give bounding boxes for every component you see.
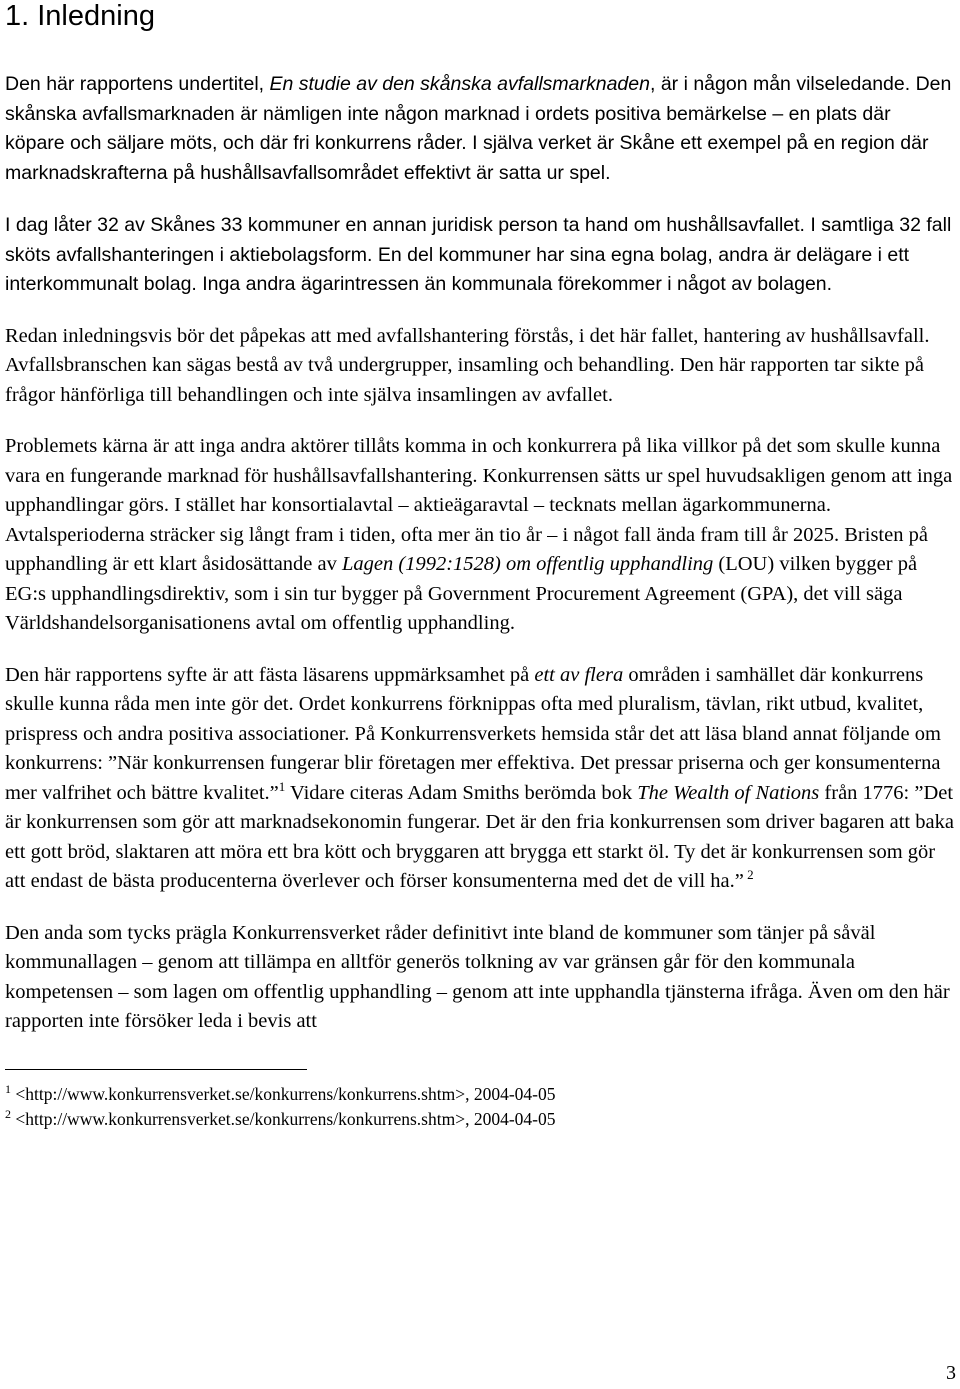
paragraph-purpose bbox=[5, 661, 955, 897]
law-title-emphasis: Lagen (1992:1528) om offentlig upphandling bbox=[342, 553, 714, 575]
text-run: områden i samhället där konkurrens skulle kunna råda men inte gör det. Ordet konkurrens förknippas ofta med pluralism, tävlan, rikt utbud, kvalitet, prispress och andra positiva associationer. På Konkurrensverkets hemsida står det att läsa bland annat följande om konkurrens: ”När konkurrensen fungerar blir företagen mer effektiva. Det pressar priserna och ger konsumenterna mer valfrihet och bättre kvalitet.” bbox=[5, 663, 941, 804]
footnote-number: 2 bbox=[5, 1106, 11, 1121]
text-run: Den här rapportens syfte är att fästa läsarens uppmärksamhet på bbox=[5, 663, 535, 686]
paragraph-municipalities: I dag låter 32 av Skånes 33 kommuner en annan juridisk person ta hand om hushållsavfallet. I samtliga 32 fall sköts avfallshanteringen i aktiebolagsform. En del kommuner har sina egna bolag, andra är delägare i ett interkommunalt bolag. Inga andra ägarintressen än kommunala förekommer i något av bolagen. bbox=[5, 214, 952, 295]
paragraph-spirit: Den anda som tycks prägla Konkurrensverket råder definitivt inte bland de kommuner som tänjer på såväl kommunallagen – genom att tillämpa en alltför generös tolkning av var gränsen går för den kommunala kompetensen – som lagen om offentlig upphandling – genom att inte upphandla tjänsterna ifråga. Även om den här rapporten inte försöker leda i bevis att bbox=[5, 921, 950, 1032]
footnote-ref-2[interactable]: 2 bbox=[743, 867, 754, 882]
chapter-heading: 1. Inledning bbox=[5, 0, 155, 32]
subtitle-emphasis: En studie av den skånska avfallsmarknaden bbox=[269, 73, 650, 95]
footnote-ref-1[interactable]: 1 bbox=[278, 778, 286, 794]
text-run: från 1776: ”Det är konkurrensen som gör att marknadsekonomin fungerar. Det är den fria konkurrensen som driver bagaren att baka ett gott bröd, slaktaren att möra ett bra kött och bryggaren att brygga ett starkt öl. Ty det är konkurrensen som gör att endast de bästa producenterna överlever och förser konsumenterna med det de vill ha.” bbox=[5, 781, 954, 892]
footnote-link[interactable]: <http://www.konkurrensverket.se/konkurrens/konkurrens.shtm>, 2004-04-05 bbox=[11, 1108, 556, 1129]
paragraph-intro bbox=[5, 70, 955, 188]
document-page bbox=[5, 0, 955, 1132]
text-run: , är i någon mån vilseledande. Den skånska avfallsmarknaden är nämligen inte någon marknad i ordets positiva bemärkelse – en plats där köpare och säljare möts, och där fri konkurrens råder. I själva verket är Skåne ett exempel på en region där marknadskrafterna på hushållsavfallsområdet effektivt är satta ur spel. bbox=[5, 73, 952, 184]
footnote-2 bbox=[5, 1107, 955, 1132]
page-number: 3 bbox=[946, 1362, 956, 1384]
emphasis-one-of-many: ett av flera bbox=[534, 663, 624, 686]
footnote-divider bbox=[5, 1069, 307, 1070]
book-title-emphasis: The Wealth of Nations bbox=[637, 781, 820, 804]
text-run: Problemets kärna är att inga andra aktörer tillåts komma in och konkurrera på lika villkor på det som skulle kunna vara en fungerande marknad för hushållsavfallshantering. Konkurrensen sätts ur spel huvudsakligen genom att inga upphandlingar görs. I stället har konsortialavtal – aktieägaravtal – tecknats mellan ägarkommunerna. Avtalsperioderna sträcker sig långt fram i tiden, ofta mer än tio år – i något fall ända fram till år 2025. Bristen på upphandling är ett klart åsidosättande av bbox=[5, 435, 953, 575]
text-run: (LOU) vilken bygger på EG:s upphandlingsdirektiv, som i sin tur bygger på Government Procurement Agreement (GPA), det vill säga Världshandelsorganisationens avtal om offentlig upphandling. bbox=[5, 553, 918, 634]
text-run: Vidare citeras Adam Smiths berömda bok bbox=[285, 781, 638, 804]
paragraph-definition: Redan inledningsvis bör det påpekas att med avfallshantering förstås, i det här fallet, hantering av hushållsavfall. Avfallsbranschen kan sägas bestå av två undergrupper, insamling och behandling. Den här rapporten tar sikte på frågor hänförliga till behandlingen och inte själva insamlingen av avfallet. bbox=[5, 324, 930, 406]
paragraph-problem bbox=[5, 432, 955, 639]
text-run: Den här rapportens undertitel, bbox=[5, 73, 270, 95]
footnote-link[interactable]: <http://www.konkurrensverket.se/konkurrens/konkurrens.shtm>, 2004-04-05 bbox=[11, 1083, 556, 1104]
footnote-number: 1 bbox=[5, 1081, 11, 1096]
footnote-1 bbox=[5, 1082, 955, 1107]
footnotes bbox=[5, 1082, 955, 1132]
